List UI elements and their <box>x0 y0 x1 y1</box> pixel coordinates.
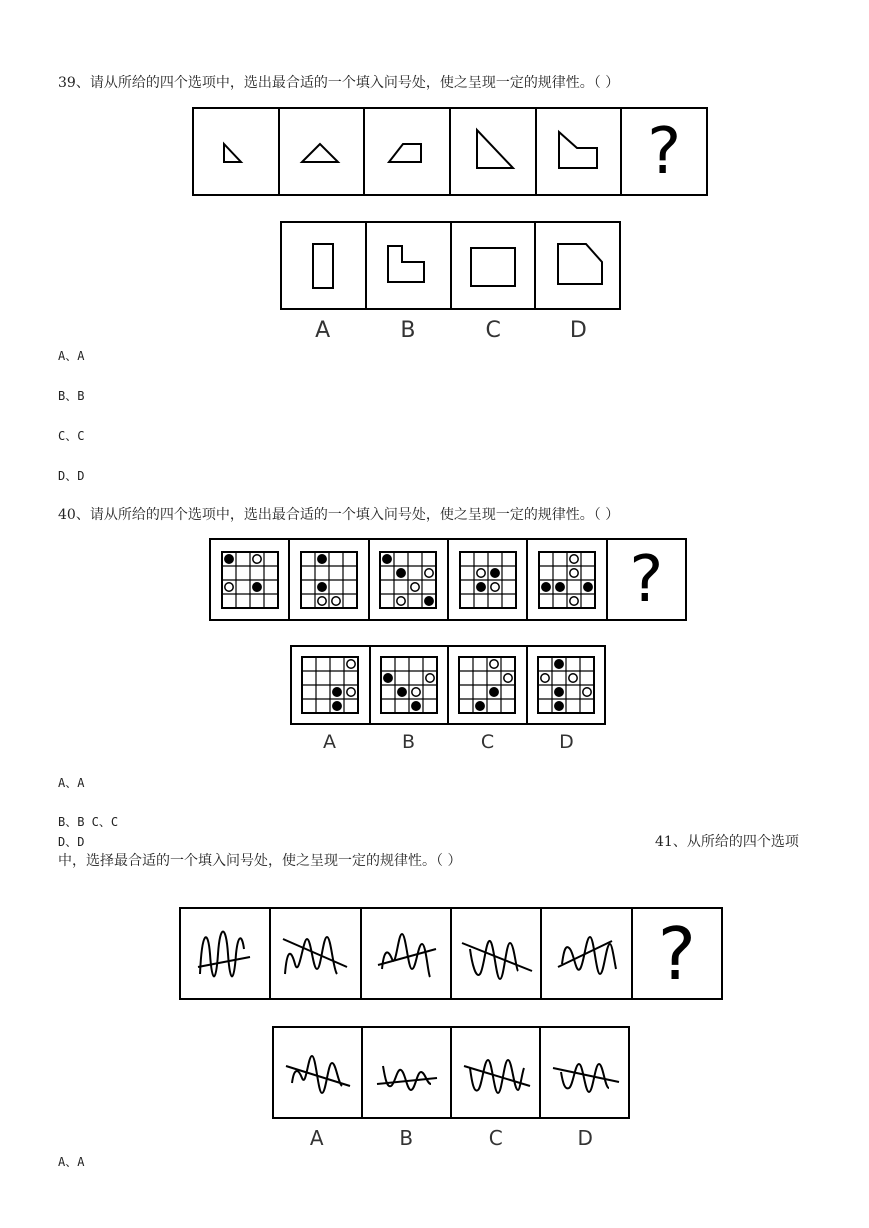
question-mark-glyph: ? <box>629 542 664 617</box>
filled-dot <box>397 568 405 576</box>
hollow-dot <box>504 674 512 682</box>
filled-dot <box>490 688 498 696</box>
hollow-dot <box>490 660 498 668</box>
filled-dot <box>224 554 232 562</box>
filled-dot <box>555 660 563 668</box>
q41-choice-letters <box>272 1126 630 1150</box>
q39-question-mark <box>620 109 706 194</box>
q40-option-b-c[interactable]: B、B C、C <box>58 815 119 829</box>
q39-options-strip <box>280 221 621 310</box>
q39-choice-b-figure[interactable] <box>365 223 450 308</box>
filled-dot <box>490 568 498 576</box>
q41-figure-2 <box>269 909 359 998</box>
q41-choice-a-figure[interactable] <box>274 1028 361 1117</box>
q39-option-b[interactable]: B、B <box>58 389 85 403</box>
hollow-dot <box>397 596 405 604</box>
q41-sequence-strip <box>179 907 723 1000</box>
q39-choice-c-figure[interactable] <box>450 223 535 308</box>
q39-figure-1 <box>194 109 278 194</box>
q40-choice-b-figure[interactable] <box>369 647 448 723</box>
q41-figure-1 <box>181 909 269 998</box>
q39-figure-5 <box>535 109 621 194</box>
q40-option-d[interactable]: D、D <box>58 835 85 849</box>
q40-option-a[interactable]: A、A <box>58 776 85 790</box>
question-mark-glyph: ? <box>647 114 682 189</box>
hollow-dot <box>347 688 355 696</box>
q41-figure-4 <box>450 909 540 998</box>
filled-dot <box>476 702 484 710</box>
q41-question-mark <box>631 909 721 998</box>
hollow-dot <box>411 582 419 590</box>
hollow-dot <box>426 674 434 682</box>
q39-choice-a-figure[interactable] <box>282 223 365 308</box>
q41-letter-a: A <box>309 1126 324 1150</box>
q39-letter-b: B <box>400 318 416 343</box>
hollow-dot <box>569 674 577 682</box>
q40-figure-1 <box>211 540 288 619</box>
q40-letter-d: D <box>559 731 574 753</box>
q40-figure-2 <box>288 540 367 619</box>
hollow-dot <box>252 554 260 562</box>
q40-choice-c-figure[interactable] <box>447 647 526 723</box>
hollow-dot <box>570 596 578 604</box>
q39-choice-d-figure[interactable] <box>534 223 619 308</box>
hollow-dot <box>476 568 484 576</box>
hollow-dot <box>347 660 355 668</box>
filled-dot <box>318 554 326 562</box>
filled-dot <box>333 702 341 710</box>
q40-sequence-strip <box>209 538 687 621</box>
filled-dot <box>383 554 391 562</box>
hollow-dot <box>583 688 591 696</box>
q41-letter-c: C <box>488 1126 503 1150</box>
q41-letter-d: D <box>577 1126 593 1150</box>
q39-option-c[interactable]: C、C <box>58 429 85 443</box>
q40-choice-letters <box>290 731 606 753</box>
hollow-dot <box>412 688 420 696</box>
filled-dot <box>425 596 433 604</box>
question-mark-glyph: ? <box>657 911 696 996</box>
q41-choice-c-figure[interactable] <box>450 1028 539 1117</box>
filled-dot <box>542 582 550 590</box>
q40-choice-a-figure[interactable] <box>292 647 369 723</box>
q39-figure-3 <box>363 109 449 194</box>
filled-dot <box>555 702 563 710</box>
q39-option-a[interactable]: A、A <box>58 349 85 363</box>
filled-dot <box>412 702 420 710</box>
q40-question-mark <box>606 540 685 619</box>
hollow-dot <box>425 568 433 576</box>
q40-figure-4 <box>447 540 526 619</box>
filled-dot <box>333 688 341 696</box>
q41-letter-b: B <box>399 1126 414 1150</box>
q40-letter-c: C <box>480 731 495 753</box>
q39-figure-2 <box>278 109 364 194</box>
filled-dot <box>476 582 484 590</box>
hollow-dot <box>541 674 549 682</box>
q39-letter-a: A <box>315 318 331 343</box>
q39-letter-d: D <box>569 318 587 343</box>
q41-choice-b-figure[interactable] <box>361 1028 450 1117</box>
filled-dot <box>252 582 260 590</box>
hollow-dot <box>224 582 232 590</box>
filled-dot <box>556 582 564 590</box>
filled-dot <box>318 582 326 590</box>
q40-options-strip <box>290 645 606 725</box>
filled-dot <box>398 688 406 696</box>
q40-figure-5 <box>526 540 605 619</box>
q39-sequence-strip <box>192 107 708 196</box>
hollow-dot <box>570 554 578 562</box>
q41-figure-3 <box>360 909 450 998</box>
q40-choice-d-figure[interactable] <box>526 647 605 723</box>
filled-dot <box>555 688 563 696</box>
q40-letter-a: A <box>323 731 336 753</box>
q40-figure-3 <box>368 540 447 619</box>
q41-figure-5 <box>540 909 630 998</box>
question-39-text: 39、请从所给的四个选项中，选出最合适的一个填入问号处，使之呈现一定的规律性。（ ） <box>58 75 620 91</box>
hollow-dot <box>570 568 578 576</box>
q41-choice-d-figure[interactable] <box>539 1028 628 1117</box>
hollow-dot <box>490 582 498 590</box>
q41-option-a[interactable]: A、A <box>58 1155 85 1169</box>
q40-letter-b: B <box>401 731 416 753</box>
q39-letter-c: C <box>485 318 501 343</box>
q39-choice-letters <box>280 318 621 343</box>
hollow-dot <box>332 596 340 604</box>
question-40-text: 40、请从所给的四个选项中，选出最合适的一个填入问号处，使之呈现一定的规律性。（ ） <box>58 507 620 523</box>
question-41-text-rest: 中，选择最合适的一个填入问号处，使之呈现一定的规律性。（ ） <box>58 853 462 869</box>
q39-option-d[interactable]: D、D <box>58 469 85 483</box>
question-41-text-start: 41、从所给的四个选项 <box>655 834 799 850</box>
q39-figure-4 <box>449 109 535 194</box>
filled-dot <box>584 582 592 590</box>
hollow-dot <box>318 596 326 604</box>
q41-options-strip <box>272 1026 630 1119</box>
filled-dot <box>384 674 392 682</box>
